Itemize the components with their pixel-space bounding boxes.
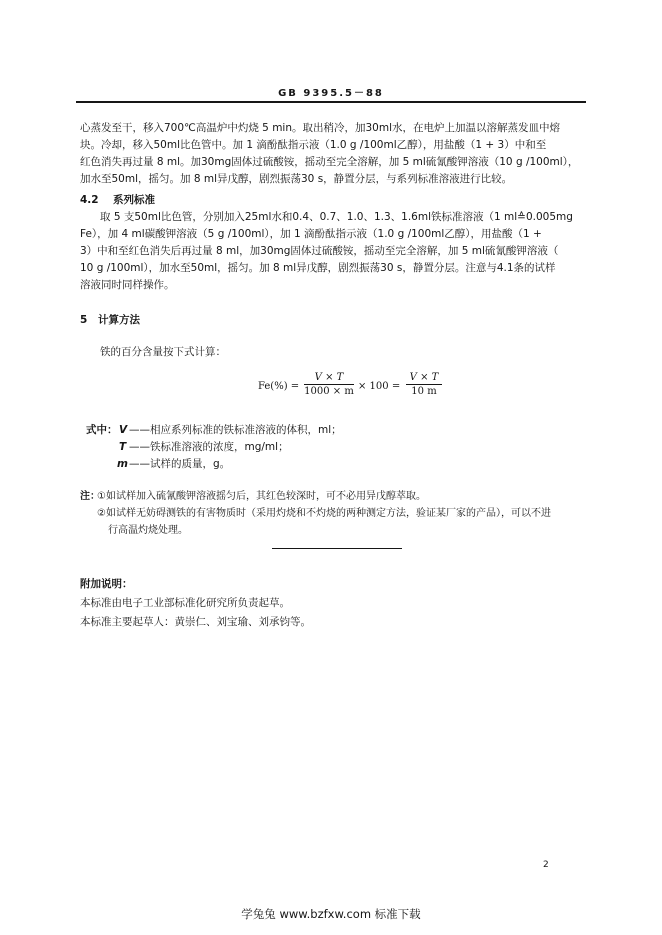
note-item: ①如试样加入硫氰酸钾溶液摇匀后，其红色较深时，可不必用异戊醇萃取。: [97, 491, 426, 502]
paragraph-line: 加水至50ml，摇匀。加 8 ml异戊醇，剧烈振荡30 s，静置分层，与系列标准溶液进行比较。: [80, 173, 513, 185]
where-label: 式中：: [86, 424, 118, 436]
appendix-line: 本标准主要起草人：黄崇仁、刘宝瑜、刘承钧等。: [80, 616, 311, 628]
section-5-title: 计算方法: [98, 314, 140, 326]
paragraph-line: 溶液同时同样操作。: [80, 279, 175, 291]
note-item: 行高温灼烧处理。: [108, 525, 188, 536]
variable-description: ——相应系列标准的铁标准溶液的体积，ml；: [129, 424, 342, 436]
paragraph-line: 红色消失再过量 8 ml。加30mg固体过硫酸铵，摇动至完全溶解，加 5 ml硫氰酸钾溶液（10 g /100ml），: [80, 156, 579, 168]
appendix-title: 附加说明：: [80, 578, 133, 590]
fraction-denominator: 1000 × m: [304, 386, 354, 397]
notes-label: 注：: [80, 491, 100, 502]
paragraph-line: 3）中和至红色消失后再过量 8 ml，加30mg固体过硫酸铵，摇动至完全溶解，加 5 ml硫氰酸钾溶液（: [80, 245, 559, 257]
section-5-number: 5: [80, 314, 88, 326]
site-footer: 学兔兔 www.bzfxw.com 标准下载: [241, 907, 421, 921]
fraction-bar: [406, 384, 442, 385]
formula-lhs: Fe(%) =: [258, 381, 300, 392]
variable-description: ——铁标准溶液的浓度，mg/ml；: [129, 441, 289, 453]
paragraph-line: 心蒸发至干，移入700℃高温炉中灼烧 5 min。取出稍冷，加30ml水，在电炉上加温以溶解蒸发皿中熔: [80, 122, 560, 134]
section-4-2-number: 4.2: [80, 194, 99, 206]
paragraph-line: 取 5 支50ml比色管，分别加入25ml水和0.4、0.7、1.0、1.3、1.6ml铁标准溶液（1 ml≙0.005mg: [100, 211, 573, 223]
page-number: 2: [543, 860, 549, 870]
fraction-denominator: 10 m: [411, 386, 437, 397]
paragraph-line: Fe），加 4 ml碳酸钾溶液（5 g /100ml），加 1 滴酚酞指示液（1.0 g /100ml乙醇），用盐酸（1 +: [80, 228, 542, 240]
variable-description: ——试样的质量，g。: [129, 458, 231, 470]
variable-symbol: V: [119, 424, 128, 436]
formula-fraction-1: [304, 372, 354, 397]
fraction-numerator: V × T: [314, 372, 344, 383]
variable-symbol: m: [117, 458, 128, 470]
section-divider: [272, 548, 402, 549]
formula-mid: × 100 =: [358, 381, 401, 392]
variable-symbol: T: [119, 441, 127, 453]
formula-intro: 铁的百分含量按下式计算：: [100, 346, 226, 358]
section-4-2-title: 系列标准: [113, 194, 155, 206]
appendix-line: 本标准由电子工业部标准化研究所负责起草。: [80, 597, 290, 609]
paragraph-line: 块。冷却，移入50ml比色管中。加 1 滴酚酞指示液（1.0 g /100ml乙醇），用盐酸（1 + 3）中和至: [80, 139, 547, 151]
formula-fraction-2: [406, 372, 442, 397]
paragraph-line: 10 g /100ml），加水至50ml，摇匀。加 8 ml异戊醇，剧烈振荡30 s，静置分层。注意与4.1条的试样: [80, 262, 556, 274]
fraction-numerator: V × T: [409, 372, 439, 383]
standard-number-header: GB 9395.5－88: [278, 88, 384, 99]
header-rule: [76, 101, 586, 103]
fraction-bar: [304, 384, 354, 385]
note-item: ②如试样无妨碍测铁的有害物质时（采用灼烧和不灼烧的两种测定方法，验证某厂家的产品），可以不进: [97, 508, 551, 519]
